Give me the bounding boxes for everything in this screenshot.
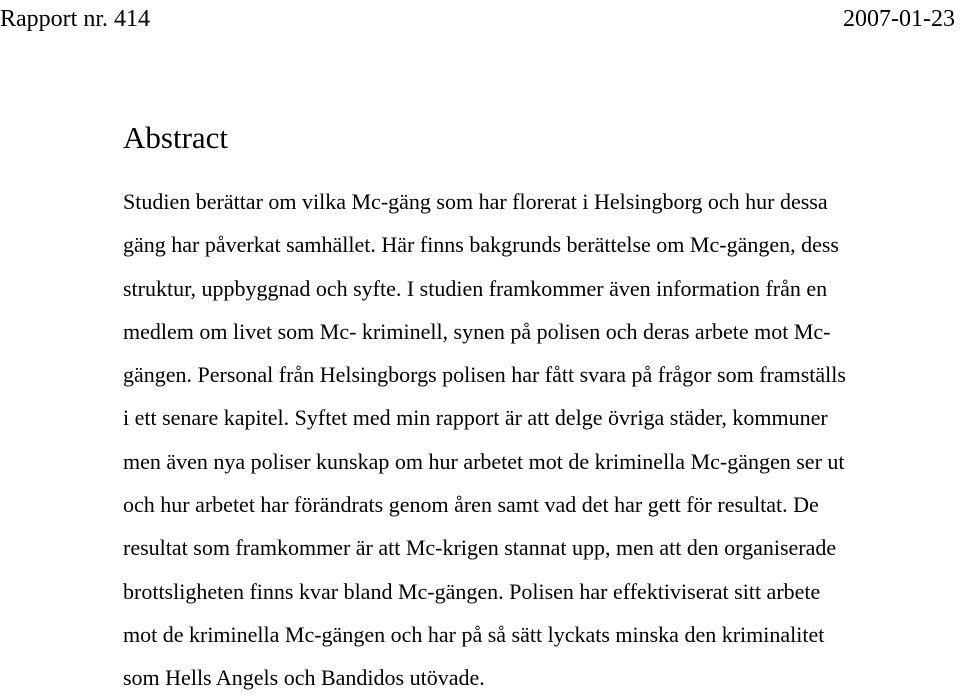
- abstract-line: gäng har påverkat samhället. Här finns bakgrunds berättelse om Mc-gängen, dess: [123, 232, 839, 258]
- abstract-line: struktur, uppbyggnad och syfte. I studien framkommer även information från en: [123, 275, 828, 301]
- abstract-line: mot de kriminella Mc-gängen och har på så sätt lyckats minska den kriminalitet: [123, 621, 825, 647]
- report-number: Rapport nr. 414: [0, 6, 150, 32]
- abstract-line: resultat som framkommer är att Mc-krigen stannat upp, men att den organiserade: [123, 535, 837, 561]
- page-header: [0, 4, 955, 34]
- abstract-line: brottsligheten finns kvar bland Mc-gängen. Polisen har effektiviserat sitt arbete: [123, 578, 821, 604]
- abstract-line: medlem om livet som Mc- kriminell, synen på polisen och deras arbete mot Mc-: [123, 318, 831, 344]
- abstract-line: Studien berättar om vilka Mc-gäng som har florerat i Helsingborg och hur dessa: [123, 189, 828, 214]
- section-title: Abstract: [123, 120, 229, 155]
- report-date: 2007-01-23: [843, 6, 955, 32]
- abstract-line: som Hells Angels och Bandidos utövade.: [123, 665, 485, 691]
- abstract-line: gängen. Personal från Helsingborgs polisen har fått svara på frågor som framställs: [123, 362, 846, 388]
- abstract-line: i ett senare kapitel. Syftet med min rapport är att delge övriga städer, kommuner: [123, 405, 828, 431]
- abstract-paragraph: [123, 180, 960, 700]
- abstract-line: och hur arbetet har förändrats genom åren samt vad det har gett för resultat. De: [123, 492, 819, 518]
- abstract-line: men även nya poliser kunskap om hur arbetet mot de kriminella Mc-gängen ser ut: [123, 448, 845, 474]
